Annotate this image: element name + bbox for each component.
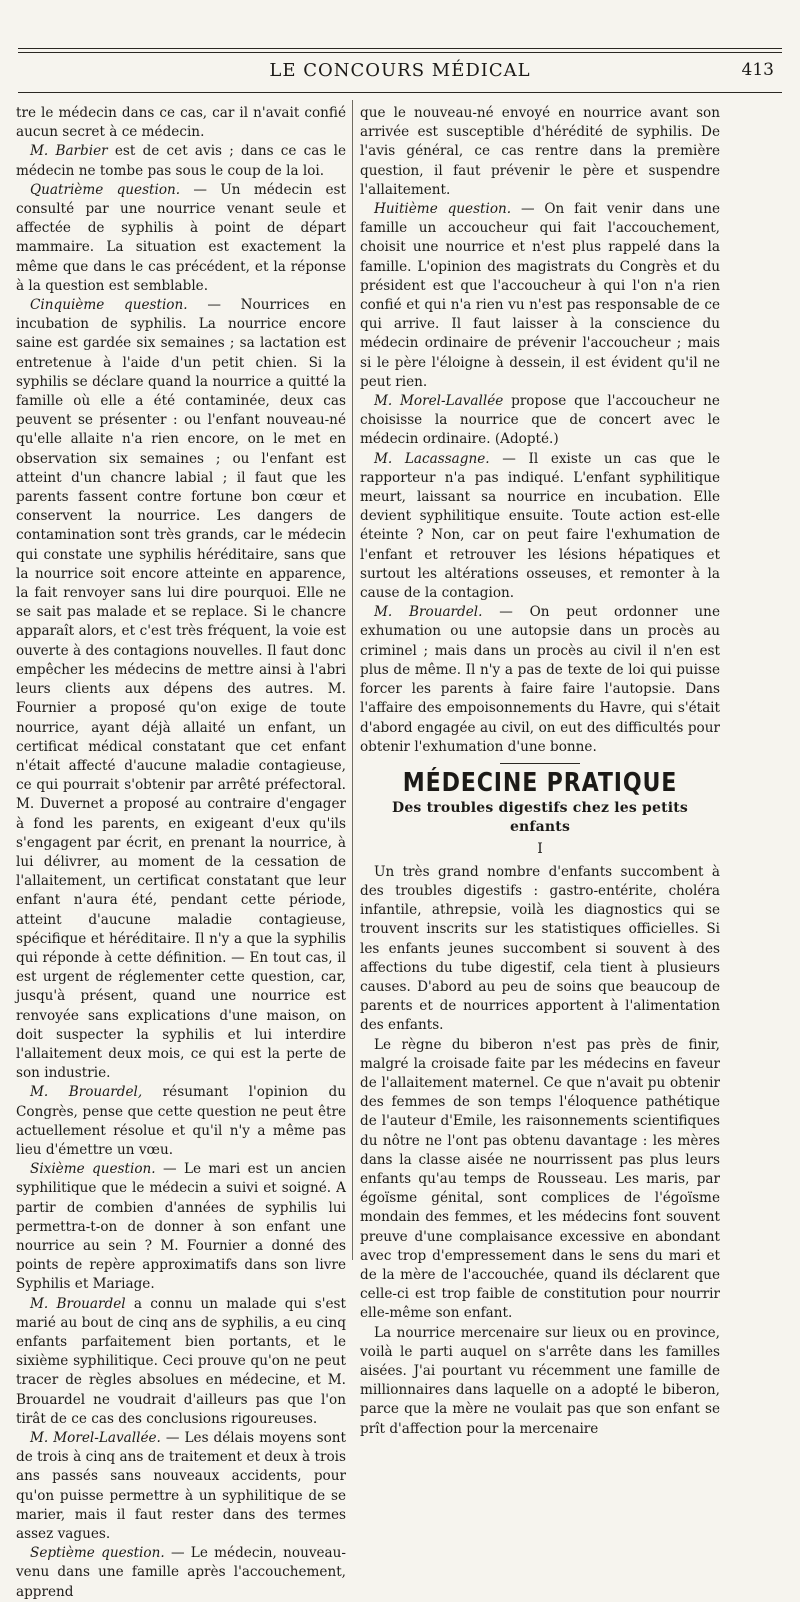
- paragraph: [360, 104, 720, 200]
- paragraph-lead: M. Barbier: [30, 143, 108, 160]
- paragraph-lead: M. Brouardel,: [30, 1084, 143, 1101]
- paragraph: [16, 181, 346, 296]
- paragraph-text: — On peut ordonner une exhumation ou une autopsie dans un procès au criminel ; mais dans un procès au civil il n'en est plus de même. Il n'y a pas de texte de loi qui puisse forcer les parents à faire faire l'autopsie. Dans l'affaire des empoisonnements du Havre, qui s'était d'abord engagée au civil, on eut des difficultés pour obtenir l'exhumation d'une bonne.: [360, 604, 720, 755]
- paragraph-text: — On fait venir dans une famille un accoucheur qui fait l'accouchement, choisit une nourrice et n'est plus rappelé dans la famille. L'opinion des magistrats du Congrès et du président est que l'accoucheur à qui l'on n'a rien confié et qui n'a rien vu n'est pas responsable de ce qui arrive. Il faut laisser à la conscience du médecin ordinaire de prévenir l'accoucheur ; mais si le père l'éloigne à dessein, il est évident qu'il ne peut rien.: [360, 201, 720, 390]
- right-column: [360, 104, 720, 1437]
- paragraph: [360, 200, 720, 392]
- header-rule: [18, 92, 782, 93]
- article-title: Des troubles digestifs chez les petits enfants: [391, 800, 689, 836]
- paragraph: [16, 296, 346, 1083]
- paragraph: [16, 1160, 346, 1294]
- section-rule: [500, 763, 580, 764]
- paragraph-lead: Quatrième question.: [30, 181, 181, 198]
- paragraph-text: — Les délais moyens sont de trois à cinq ans de traitement et deux à trois ans passés sans nouveaux accidents, pour qu'on puisse permettre à un syphilitique de se marier, mais il faut rester dans des termes assez vagues.: [16, 1430, 347, 1543]
- paragraph-lead: M. Lacassagne.: [374, 450, 490, 467]
- paragraph-text: propose que l'accoucheur ne choisisse la nourrice que de concert avec le médecin ordinaire. (Adopté.): [360, 393, 720, 448]
- paragraph-lead: Sixième question.: [30, 1161, 156, 1178]
- paragraph: Le règne du biberon n'est pas près de finir, malgré la croisade faite par les médecins en faveur de l'allaitement maternel. Ce que n'avait pu obtenir des femmes de son temps l'éloquence pathétique de l'auteur d'Emile, les raisonnements scientifiques du nôtre ne l'ont pas obtenu davantage : les mères dans la classe aisée ne nourrissent pas plus leurs enfants qu'au temps de Rousseau. Les maris, par égoïsme génital, sont complices de l'égoïsme mondain des femmes, et les médecins font souvent preuve d'une complaisance excessive en abondant avec trop d'empressement dans le sens du mari et de la mère de l'accouchée, quand ils déclarent que celle-ci est trop faible de constitution pour nourrir elle-même son enfant.: [360, 1036, 720, 1322]
- paragraph-lead: M. Brouardel.: [374, 604, 483, 621]
- top-rule-double: [18, 52, 782, 53]
- paragraph-lead: M. Morel-Lavallée.: [30, 1430, 161, 1447]
- paragraph-lead: Cinquième question.: [30, 297, 188, 314]
- paragraph: [360, 392, 720, 450]
- journal-title: LE CONCOURS MÉDICAL: [269, 60, 531, 81]
- paragraph-text: — Il existe un cas que le rapporteur n'a pas indiqué. L'enfant syphilitique meurt, laissant sa nourrice en incubation. Elle devient syphilitique ensuite. Toute action est-elle éteinte ? Non, car on peut faire l'exhumation de l'enfant et retrouver les lésions hépatiques et surtout les altérations osseuses, et remonter à la cause de la contagion.: [360, 450, 720, 602]
- paragraph-lead: M. Morel-Lavallée: [374, 393, 504, 410]
- paragraph: La nourrice mercenaire sur lieux ou en province, voilà le parti auquel on s'arrête dans les familles aisées. J'ai pourtant vu récemment une famille de millionnaires dans laquelle on a adopté le biberon, parce que la mère ne voulait pas que son enfant se prît d'affection pour la mercenaire: [360, 1324, 720, 1437]
- article-part-number: I: [537, 840, 543, 857]
- paragraph: [16, 1295, 346, 1429]
- paragraph: [16, 1083, 346, 1160]
- paragraph: Un très grand nombre d'enfants succombent à des troubles digestifs : gastro-entérite, choléra infantile, athrepsie, voilà les diagnostics qui se trouvent inscrits sur les statistiques officielles. Si les enfants jeunes succombent si souvent à des affections du tube digestif, cela tient à plusieurs causes. D'abord au peu de soins que beaucoup de parents et de nourrices apportent à l'alimentation des enfants.: [360, 863, 720, 1034]
- paragraph-text: — Un médecin est consulté par une nourrice venant seule et affectée de syphilis à point de départ mammaire. La situation est exactement la même que dans le cas précédent, et la réponse à la question est semblable.: [16, 181, 346, 294]
- paragraph: [16, 1429, 346, 1544]
- top-rule: [18, 48, 782, 49]
- paragraph-lead: Huitième question.: [374, 201, 512, 218]
- paragraph-text: — Nourrices en incubation de syphilis. La nourrice encore saine est gardée six semaines ; sa lactation est entretenue à l'aide d'un petit chien. Si la syphilis se déclare quand la nourrice a quitté la famille où elle a été contaminée, deux cas peuvent se présenter : ou l'enfant nouveau-né qu'elle allaite n'a rien encore, on le met en observation six semaines ; ou l'enfant est atteint d'un chancre labial ; il faut que les parents fassent contre fortune bon cœur et conservent la nourrice. Les dangers de contamination sont très grands, car le médecin qui constate une syphilis héréditaire, sans que la nourrice soit encore atteinte en apparence, la fait renvoyer sans lui dire pourquoi. Elle ne se sait pas malade et se replace. Si le chancre apparaît alors, et c'est très fréquent, la voie est ouverte à des contagions nouvelles. Il faut donc empêcher les médecins de mettre ainsi à l'abri leurs clients aux dépens des autres. M. Fournier a proposé qu'on exige de toute nourrice, ayant déjà allaité un enfant, un certificat médical constatant que cet enfant n'était affecté d'aucune maladie contagieuse, ce qui pourrait s'obtenir par arrêté préfectoral. M. Duvernet a proposé au contraire d'engager à fond les parents, en exigeant d'eux qu'ils s'engagent par écrit, en prenant la nourrice, à lui délivrer, au moment de la cessation de l'allaitement, un certificat constatant que leur enfant n'aura été, pendant cette période, atteint d'aucune maladie contagieuse, spécifique et héréditaire. Il n'y a que la syphilis qui réponde à cette définition. — En tout cas, il est urgent de réglementer cette question, car, jusqu'à présent, quand une nourrice est renvoyée sans explications d'une maison, on doit suspecter la syphilis et lui interdire l'allaitement deux mois, ce qui est la perte de son industrie.: [16, 297, 346, 1082]
- paragraph: [16, 104, 346, 142]
- running-header: [18, 60, 782, 86]
- paragraph-text: — Le médecin, nouveau-venu dans une famille après l'accouchement, apprend: [16, 1545, 346, 1600]
- paragraph-lead: Septième question.: [30, 1545, 165, 1562]
- paragraph-text: a connu un malade qui s'est marié au bout de cinq ans de syphilis, a eu cinq enfants parfaitement bien portants, et le sixième syphilitique. Ceci prouve qu'on ne peut tracer de règles absolues en médecine, et M. Brouardel ne voudrait d'ailleurs pas que l'on tirât de ce cas des conclusions rigoureuses.: [16, 1295, 346, 1427]
- paragraph-text: — Le mari est un ancien syphilitique que le médecin a suivi et soigné. A partir de combien d'années de syphilis lui permettra-t-on de donner à son enfant une nourrice au sein ? M. Fournier a donné des points de repère approximatifs dans son livre Syphilis et Mariage.: [16, 1161, 347, 1293]
- page-number: 413: [741, 60, 774, 80]
- paragraph: [360, 450, 720, 604]
- paragraph-text: résumant l'opinion du Congrès, pense que cette question ne peut être actuellement résolue et qu'il n'y a même pas lieu d'émettre un vœu.: [16, 1084, 346, 1158]
- paragraph-text: que le nouveau-né envoyé en nourrice avant son arrivée est susceptible d'hérédité de syphilis. De l'avis général, ce cas rentre dans la première question, il faut prévenir le père et suspendre l'allaitement.: [360, 105, 720, 198]
- paragraph: [16, 142, 346, 180]
- left-column: [16, 104, 347, 1600]
- column-divider: [352, 100, 353, 1260]
- paragraph-text: est de cet avis ; dans ce cas le médecin ne tombe pas sous le coup de la loi.: [16, 143, 346, 179]
- section-title: MÉDECINE PRATIQUE: [402, 767, 678, 798]
- paragraph-lead: M. Brouardel: [30, 1295, 126, 1312]
- paragraph: [16, 1544, 346, 1602]
- paragraph: [360, 603, 720, 757]
- paragraph-text: tre le médecin dans ce cas, car il n'avait confié aucun secret à ce médecin.: [16, 105, 346, 141]
